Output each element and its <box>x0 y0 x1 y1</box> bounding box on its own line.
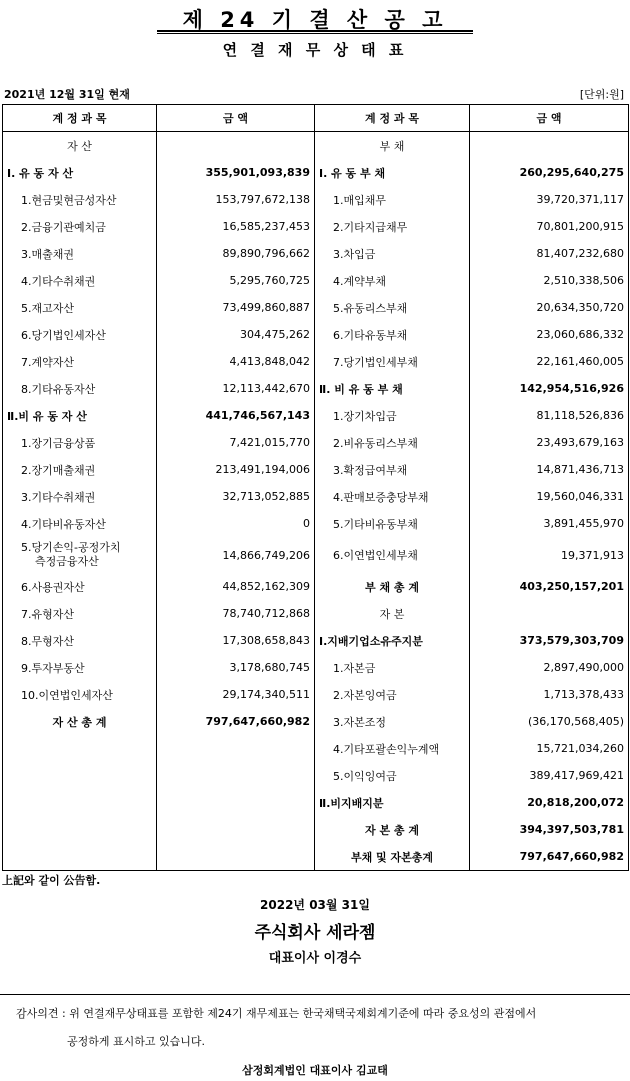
account-name: 10.이연법인세자산 <box>3 681 157 708</box>
account-name <box>3 843 157 871</box>
account-amount: 441,746,567,143 <box>157 402 315 429</box>
table-row <box>3 573 629 600</box>
table-row <box>3 213 629 240</box>
balance-sheet-table <box>2 104 629 871</box>
account-name: 3.확정급여부채 <box>315 456 470 483</box>
account-amount: 2,510,338,506 <box>470 267 629 294</box>
account-name: 4.판매보증충당부채 <box>315 483 470 510</box>
table-row <box>3 600 629 627</box>
account-amount: 394,397,503,781 <box>470 816 629 843</box>
table-row <box>3 132 629 160</box>
table-header-row <box>3 105 629 132</box>
account-name: 1.장기차입금 <box>315 402 470 429</box>
account-amount: 403,250,157,201 <box>470 573 629 600</box>
account-name: 2.기타지급채무 <box>315 213 470 240</box>
account-amount: 20,818,200,072 <box>470 789 629 816</box>
account-name: 2.금융기관예치금 <box>3 213 157 240</box>
account-amount: 14,871,436,713 <box>470 456 629 483</box>
table-row <box>3 483 629 510</box>
account-name: 5.기타비유동부채 <box>315 510 470 537</box>
account-name: Ⅱ.비지배지분 <box>315 789 470 816</box>
account-name: 4.계약부채 <box>315 267 470 294</box>
table-row <box>3 627 629 654</box>
statement-title: 연 결 재 무 상 태 표 <box>222 41 408 59</box>
account-amount: 373,579,303,709 <box>470 627 629 654</box>
account-amount: 142,954,516,926 <box>470 375 629 402</box>
table-row <box>3 348 629 375</box>
account-amount <box>157 762 315 789</box>
account-name: 5.재고자산 <box>3 294 157 321</box>
account-name: 1.매입채무 <box>315 186 470 213</box>
account-name: 부채 및 자본총계 <box>315 843 470 871</box>
account-name: 6.이연법인세부채 <box>315 537 470 573</box>
account-name: 2.장기매출채권 <box>3 456 157 483</box>
table-row <box>3 429 629 456</box>
account-name: 7.유형자산 <box>3 600 157 627</box>
audit-opinion-line1: 감사의견 : 위 연결재무상태표를 포함한 제24기 재무제표는 한국채택국제회계기준에 따라 중요성의 관점에서 <box>16 1007 537 1020</box>
table-row <box>3 294 629 321</box>
table-row <box>3 510 629 537</box>
account-name: 2.자본잉여금 <box>315 681 470 708</box>
table-row <box>3 186 629 213</box>
account-amount: 81,407,232,680 <box>470 240 629 267</box>
account-name: 5.이익잉여금 <box>315 762 470 789</box>
account-amount: 5,295,760,725 <box>157 267 315 294</box>
table-row <box>3 654 629 681</box>
account-amount: 797,647,660,982 <box>470 843 629 871</box>
account-name: 3.자본조정 <box>315 708 470 735</box>
table-row <box>3 735 629 762</box>
account-name: 6.사용권자산 <box>3 573 157 600</box>
account-amount: 16,585,237,453 <box>157 213 315 240</box>
header-item-left: 계 정 과 목 <box>3 105 157 132</box>
account-name: 3.기타수취채권 <box>3 483 157 510</box>
publish-date: 2022년 03월 31일 <box>260 898 370 912</box>
account-amount: 23,060,686,332 <box>470 321 629 348</box>
as-of-date: 2021년 12월 31일 현재 <box>4 88 130 101</box>
account-name: Ⅱ. 비 유 동 부 채 <box>315 375 470 402</box>
account-name-line2: 측정금융자산 <box>35 555 99 568</box>
divider <box>0 994 630 995</box>
table-row <box>3 321 629 348</box>
account-amount: 81,118,526,836 <box>470 402 629 429</box>
account-name: 4.기타수취채권 <box>3 267 157 294</box>
account-amount: 7,421,015,770 <box>157 429 315 456</box>
account-name <box>3 816 157 843</box>
account-amount: 14,866,749,206 <box>157 537 315 573</box>
account-name: 3.차입금 <box>315 240 470 267</box>
header-amount-left: 금 액 <box>157 105 315 132</box>
account-amount: 15,721,034,260 <box>470 735 629 762</box>
account-name: Ⅰ. 유 동 부 채 <box>315 159 470 186</box>
account-amount <box>157 816 315 843</box>
table-row <box>3 456 629 483</box>
account-amount <box>157 789 315 816</box>
table-row <box>3 708 629 735</box>
header-item-right: 계 정 과 목 <box>315 105 470 132</box>
account-name: 자 본 총 계 <box>315 816 470 843</box>
account-name <box>3 789 157 816</box>
table-row <box>3 537 629 573</box>
account-amount: 797,647,660,982 <box>157 708 315 735</box>
account-amount: 29,174,340,511 <box>157 681 315 708</box>
table-row <box>3 159 629 186</box>
account-amount: 1,713,378,433 <box>470 681 629 708</box>
account-amount: 355,901,093,839 <box>157 159 315 186</box>
unit-label: [단위:원] <box>579 88 624 101</box>
account-name: 7.당기법인세부채 <box>315 348 470 375</box>
account-amount: 0 <box>157 510 315 537</box>
account-amount <box>470 132 629 160</box>
account-amount <box>470 600 629 627</box>
notice-statement: 上記와 같이 公告함. <box>2 874 101 887</box>
company-name: 주식회사 세라젬 <box>254 923 376 943</box>
table-row <box>3 789 629 816</box>
account-name: 4.기타비유동자산 <box>3 510 157 537</box>
notice-title: 제 24 기 결 산 공 고 <box>182 8 448 32</box>
account-amount: 44,852,162,309 <box>157 573 315 600</box>
account-name: 자 본 <box>315 600 470 627</box>
account-name: 5.유동리스부채 <box>315 294 470 321</box>
account-amount: 23,493,679,163 <box>470 429 629 456</box>
account-name: 9.투자부동산 <box>3 654 157 681</box>
account-name <box>3 735 157 762</box>
title-underline-thin <box>157 33 473 34</box>
account-name: 1.자본금 <box>315 654 470 681</box>
account-name: 6.당기법인세자산 <box>3 321 157 348</box>
account-name <box>3 762 157 789</box>
account-amount: 3,178,680,745 <box>157 654 315 681</box>
account-name <box>3 537 157 573</box>
account-amount: 73,499,860,887 <box>157 294 315 321</box>
account-name: 7.계약자산 <box>3 348 157 375</box>
account-amount: 260,295,640,275 <box>470 159 629 186</box>
account-amount: 3,891,455,970 <box>470 510 629 537</box>
account-amount <box>157 735 315 762</box>
account-amount: 153,797,672,138 <box>157 186 315 213</box>
account-name: 자 산 <box>3 132 157 160</box>
table-row <box>3 681 629 708</box>
account-name: 자 산 총 계 <box>3 708 157 735</box>
header-amount-right: 금 액 <box>470 105 629 132</box>
table-row <box>3 816 629 843</box>
audit-opinion-line2: 공정하게 표시하고 있습니다. <box>67 1035 206 1048</box>
table-row <box>3 843 629 871</box>
auditor-name: 삼정회계법인 대표이사 김교태 <box>242 1064 388 1077</box>
account-name: Ⅰ. 유 동 자 산 <box>3 159 157 186</box>
account-name: 6.기타유동부채 <box>315 321 470 348</box>
account-name: 4.기타포괄손익누계액 <box>315 735 470 762</box>
account-amount: 39,720,371,117 <box>470 186 629 213</box>
account-name: 8.무형자산 <box>3 627 157 654</box>
ceo-name: 대표이사 이경수 <box>268 951 362 966</box>
account-amount: 12,113,442,670 <box>157 375 315 402</box>
account-name: Ⅱ.비 유 동 자 산 <box>3 402 157 429</box>
account-amount: 70,801,200,915 <box>470 213 629 240</box>
table-row <box>3 402 629 429</box>
account-name: 1.장기금융상품 <box>3 429 157 456</box>
account-amount: 78,740,712,868 <box>157 600 315 627</box>
account-name: 1.현금및현금성자산 <box>3 186 157 213</box>
account-amount: 22,161,460,005 <box>470 348 629 375</box>
account-amount: 89,890,796,662 <box>157 240 315 267</box>
table-row <box>3 762 629 789</box>
account-amount: 17,308,658,843 <box>157 627 315 654</box>
account-amount: 389,417,969,421 <box>470 762 629 789</box>
table-row <box>3 267 629 294</box>
table-row <box>3 240 629 267</box>
account-amount: 20,634,350,720 <box>470 294 629 321</box>
account-name: 3.매출채권 <box>3 240 157 267</box>
account-amount: 2,897,490,000 <box>470 654 629 681</box>
account-name: 부 채 총 계 <box>315 573 470 600</box>
table-row <box>3 375 629 402</box>
account-amount <box>157 132 315 160</box>
account-amount: 19,560,046,331 <box>470 483 629 510</box>
account-name: 2.비유동리스부채 <box>315 429 470 456</box>
account-name: Ⅰ.지배기업소유주지분 <box>315 627 470 654</box>
account-amount: 32,713,052,885 <box>157 483 315 510</box>
account-amount: 213,491,194,006 <box>157 456 315 483</box>
account-name-line1: 5.당기손익-공정가치 <box>21 541 121 554</box>
account-amount: 19,371,913 <box>470 537 629 573</box>
account-amount: 304,475,262 <box>157 321 315 348</box>
account-amount: 4,413,848,042 <box>157 348 315 375</box>
account-name: 8.기타유동자산 <box>3 375 157 402</box>
account-name: 부 채 <box>315 132 470 160</box>
title-underline <box>157 30 473 32</box>
account-amount: (36,170,568,405) <box>470 708 629 735</box>
account-amount <box>157 843 315 871</box>
